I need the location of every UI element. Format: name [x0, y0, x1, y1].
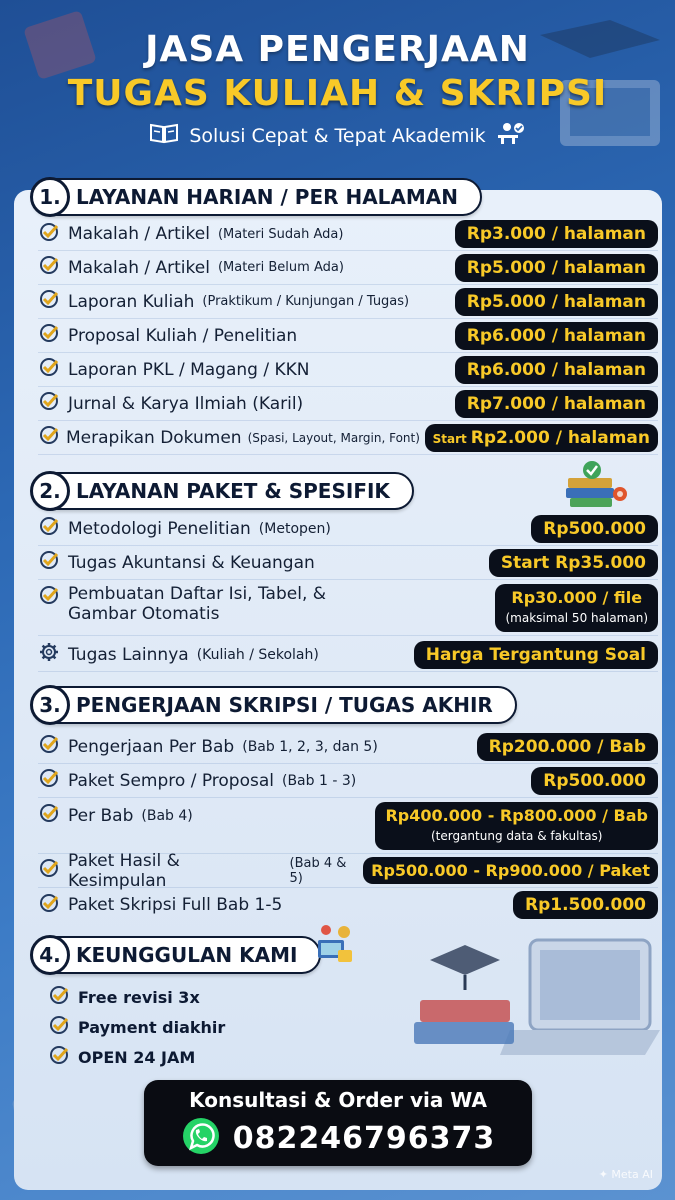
- list-item: [38, 387, 658, 421]
- price-badge: Rp200.000 / Bab: [477, 733, 658, 761]
- price-badge: Rp5.000 / halaman: [455, 288, 658, 316]
- section-2-header: [32, 472, 414, 510]
- check-icon: [38, 515, 60, 542]
- check-icon: [38, 767, 60, 794]
- check-icon: [38, 733, 60, 760]
- watermark-text: Meta AI: [611, 1168, 653, 1181]
- price-badge: [425, 424, 658, 452]
- check-icon: [38, 892, 60, 919]
- price-badge: Start Rp35.000: [489, 549, 658, 577]
- section-3-header: [32, 686, 517, 724]
- price-badge: Rp500.000: [531, 515, 658, 543]
- section-3-number: 3.: [30, 685, 70, 725]
- gear-icon: [38, 641, 60, 668]
- page-title: JASA PENGERJAAN: [145, 29, 530, 70]
- item-label: Laporan Kuliah: [68, 291, 195, 312]
- section-4-header: [32, 936, 321, 974]
- check-icon: [38, 254, 60, 281]
- price-note: (maksimal 50 halaman): [505, 611, 648, 625]
- item-detail: (Spasi, Layout, Margin, Font): [247, 430, 420, 445]
- item-detail: (Materi Belum Ada): [217, 260, 344, 275]
- book-icon: [149, 122, 179, 149]
- advantage-item: [48, 1014, 225, 1040]
- section-1-number: 1.: [30, 177, 70, 217]
- item-label-line2: Gambar Otomatis: [68, 604, 220, 624]
- item-label: Jurnal & Karya Ilmiah (Karil): [68, 393, 304, 414]
- list-item: [38, 218, 658, 251]
- item-detail: (Bab 4): [141, 807, 193, 824]
- section-4-title: KEUNGGULAN KAMI: [76, 943, 298, 967]
- whatsapp-icon: [181, 1116, 221, 1160]
- list-item: [38, 546, 658, 580]
- whatsapp-cta[interactable]: [144, 1080, 532, 1166]
- price-note: (tergantung data & fakultas): [430, 829, 603, 843]
- price-badge: [495, 584, 658, 632]
- check-icon: [38, 322, 60, 349]
- meta-ai-watermark: ✦ Meta AI: [598, 1168, 653, 1181]
- cta-title: Konsultasi & Order via WA: [189, 1088, 487, 1112]
- check-icon: [48, 1014, 70, 1040]
- item-label: Paket Sempro / Proposal: [68, 770, 274, 791]
- item-label: Makalah / Artikel: [68, 257, 210, 278]
- price-value: Rp2.000 / halaman: [470, 427, 650, 448]
- advantage-label: Free revisi 3x: [78, 987, 200, 1007]
- price-badge: Rp6.000 / halaman: [455, 322, 658, 350]
- advantage-label: Payment diakhir: [78, 1017, 226, 1037]
- price-badge: Rp3.000 / halaman: [455, 220, 658, 248]
- check-icon: [38, 424, 60, 451]
- section-2-number: 2.: [30, 471, 70, 511]
- item-label: Laporan PKL / Magang / KKN: [68, 359, 310, 380]
- item-detail: (Bab 1, 2, 3, dan 5): [242, 738, 378, 755]
- item-label: Per Bab: [68, 805, 134, 826]
- item-detail: (Materi Sudah Ada): [217, 226, 344, 242]
- item-label: Tugas Lainnya: [68, 644, 189, 665]
- price-badge: Rp5.000 / halaman: [455, 254, 658, 282]
- section-3-title: PENGERJAAN SKRIPSI / TUGAS AKHIR: [76, 693, 493, 717]
- student-desk-icon: [496, 120, 526, 151]
- advantage-label: OPEN 24 JAM: [78, 1047, 196, 1067]
- item-detail: (Bab 1 - 3): [281, 772, 357, 789]
- tagline-text: Solusi Cepat & Tepat Akademik: [189, 124, 486, 147]
- item-detail: (Kuliah / Sekolah): [196, 646, 319, 663]
- price-badge: Rp7.000 / halaman: [455, 390, 658, 418]
- list-item: [38, 764, 658, 798]
- check-icon: [38, 356, 60, 383]
- section-4-number: 4.: [30, 935, 70, 975]
- check-icon: [38, 802, 60, 829]
- price-value: Rp400.000 - Rp800.000 / Bab: [385, 806, 648, 825]
- price-prefix: Start: [432, 431, 467, 446]
- section-1-title: LAYANAN HARIAN / PER HALAMAN: [76, 185, 459, 209]
- item-label: Paket Skripsi Full Bab 1-5: [68, 895, 283, 915]
- price-badge: Rp6.000 / halaman: [455, 356, 658, 384]
- list-item: [38, 888, 658, 922]
- header: [0, 28, 675, 151]
- list-item: [38, 251, 658, 285]
- books-gear-icon: [562, 460, 632, 514]
- item-label: Tugas Akuntansi & Keuangan: [68, 552, 315, 573]
- section-2-title: LAYANAN PAKET & SPESIFIK: [76, 479, 390, 503]
- item-label: Pembuatan Daftar Isi, Tabel, &: [68, 584, 327, 604]
- list-item: [38, 638, 658, 672]
- section-1-header: [32, 178, 482, 216]
- list-item: [38, 798, 658, 854]
- check-icon: [38, 390, 60, 417]
- presentation-icon: [314, 920, 358, 972]
- price-badge: Rp500.000 - Rp900.000 / Paket: [363, 857, 658, 884]
- check-icon: [38, 549, 60, 576]
- item-label: Pengerjaan Per Bab: [68, 736, 235, 757]
- advantage-item: [48, 984, 200, 1010]
- price-value: Rp30.000 / file: [511, 588, 643, 607]
- list-item: [38, 353, 658, 387]
- advantage-item: [48, 1044, 195, 1070]
- list-item: [38, 512, 658, 546]
- check-icon: [38, 857, 60, 884]
- list-item: [38, 850, 658, 891]
- item-label: Makalah / Artikel: [68, 224, 210, 244]
- list-item: [38, 580, 658, 636]
- price-badge: Rp500.000: [531, 767, 658, 795]
- item-label: Proposal Kuliah / Penelitian: [68, 325, 298, 346]
- item-label: Paket Hasil & Kesimpulan: [68, 850, 180, 891]
- item-label: Merapikan Dokumen: [66, 427, 242, 448]
- price-list-card: [14, 185, 662, 1190]
- tagline: [0, 120, 675, 151]
- item-detail: (Metopen): [258, 520, 331, 537]
- list-item: [38, 730, 658, 764]
- check-icon: [48, 984, 70, 1010]
- item-detail: (Praktikum / Kunjungan / Tugas): [202, 294, 410, 309]
- check-icon: [38, 584, 60, 611]
- check-icon: [38, 288, 60, 315]
- list-item: [38, 285, 658, 319]
- price-badge: Rp1.500.000: [513, 891, 658, 919]
- price-badge: [375, 802, 658, 850]
- page-subtitle-gold: TUGAS KULIAH & SKRIPSI: [67, 73, 608, 114]
- check-icon: [48, 1044, 70, 1070]
- list-item: [38, 319, 658, 353]
- item-label: Metodologi Penelitian: [68, 518, 251, 539]
- list-item: [38, 421, 658, 455]
- phone-number[interactable]: 082246796373: [232, 1120, 496, 1156]
- check-icon: [38, 221, 60, 248]
- price-badge: Harga Tergantung Soal: [414, 641, 658, 669]
- item-detail: (Bab 4 & 5): [289, 855, 347, 886]
